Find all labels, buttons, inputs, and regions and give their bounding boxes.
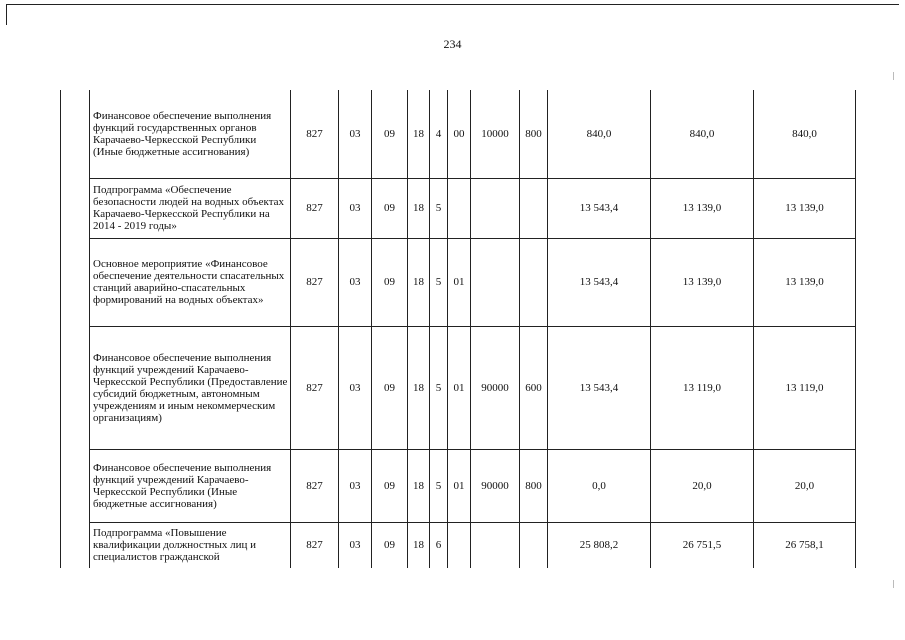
amount-year2-cell: 20,0 bbox=[651, 449, 754, 522]
direction-cell bbox=[471, 522, 520, 568]
section-cell: 03 bbox=[339, 238, 372, 326]
gov-code-cell: 827 bbox=[291, 522, 339, 568]
table-row bbox=[61, 178, 856, 238]
section-cell: 03 bbox=[339, 90, 372, 178]
table-row bbox=[61, 326, 856, 449]
direction-cell bbox=[471, 178, 520, 238]
gov-code-cell: 827 bbox=[291, 238, 339, 326]
program-cell: 18 bbox=[408, 449, 430, 522]
subsection-cell: 09 bbox=[372, 449, 408, 522]
subprogram-cell: 5 bbox=[430, 178, 448, 238]
subsection-cell: 09 bbox=[372, 522, 408, 568]
direction-cell: 90000 bbox=[471, 326, 520, 449]
section-cell: 03 bbox=[339, 522, 372, 568]
table-row bbox=[61, 449, 856, 522]
amount-year3-cell: 26 758,1 bbox=[754, 522, 856, 568]
section-cell: 03 bbox=[339, 178, 372, 238]
program-cell: 18 bbox=[408, 90, 430, 178]
gov-code-cell: 827 bbox=[291, 90, 339, 178]
event-cell: 01 bbox=[448, 326, 471, 449]
amount-year3-cell: 13 119,0 bbox=[754, 326, 856, 449]
item-name-cell: Финансовое обеспечение выполнения функций учреждений Карачаево-Черкесской Республики (Иные бюджетные ассигнования) bbox=[90, 449, 291, 522]
budget-table-body bbox=[61, 90, 856, 568]
item-name-cell: Финансовое обеспечение выполнения функций учреждений Карачаево-Черкесской Республики (Предоставление субсидий бюджетным, автономным учреждениям и иным некоммерческим организациям) bbox=[90, 326, 291, 449]
scan-mark bbox=[893, 72, 894, 80]
amount-year1-cell: 13 543,4 bbox=[548, 326, 651, 449]
expense-type-cell bbox=[520, 178, 548, 238]
amount-year3-cell: 13 139,0 bbox=[754, 178, 856, 238]
expense-type-cell: 800 bbox=[520, 449, 548, 522]
amount-year1-cell: 0,0 bbox=[548, 449, 651, 522]
program-cell: 18 bbox=[408, 178, 430, 238]
page-border-top bbox=[6, 4, 899, 5]
program-cell: 18 bbox=[408, 522, 430, 568]
subprogram-cell: 5 bbox=[430, 449, 448, 522]
page-border-left bbox=[6, 4, 7, 25]
program-cell: 18 bbox=[408, 326, 430, 449]
amount-year2-cell: 840,0 bbox=[651, 90, 754, 178]
expense-type-cell: 800 bbox=[520, 90, 548, 178]
blank-cell bbox=[61, 522, 90, 568]
event-cell: 01 bbox=[448, 449, 471, 522]
direction-cell: 10000 bbox=[471, 90, 520, 178]
section-cell: 03 bbox=[339, 449, 372, 522]
blank-cell bbox=[61, 178, 90, 238]
direction-cell: 90000 bbox=[471, 449, 520, 522]
gov-code-cell: 827 bbox=[291, 449, 339, 522]
item-name-cell: Подпрограмма «Обеспечение безопасности людей на водных объектах Карачаево-Черкесской Республики на 2014 - 2019 годы» bbox=[90, 178, 291, 238]
subsection-cell: 09 bbox=[372, 90, 408, 178]
subsection-cell: 09 bbox=[372, 178, 408, 238]
amount-year1-cell: 25 808,2 bbox=[548, 522, 651, 568]
table-row bbox=[61, 238, 856, 326]
expense-type-cell: 600 bbox=[520, 326, 548, 449]
section-cell: 03 bbox=[339, 326, 372, 449]
event-cell bbox=[448, 178, 471, 238]
scan-mark bbox=[893, 580, 894, 588]
amount-year1-cell: 13 543,4 bbox=[548, 238, 651, 326]
table-row bbox=[61, 90, 856, 178]
blank-cell bbox=[61, 326, 90, 449]
gov-code-cell: 827 bbox=[291, 326, 339, 449]
amount-year2-cell: 13 139,0 bbox=[651, 238, 754, 326]
table-row bbox=[61, 522, 856, 568]
event-cell: 01 bbox=[448, 238, 471, 326]
amount-year3-cell: 13 139,0 bbox=[754, 238, 856, 326]
amount-year1-cell: 13 543,4 bbox=[548, 178, 651, 238]
budget-table bbox=[60, 90, 856, 568]
subsection-cell: 09 bbox=[372, 238, 408, 326]
event-cell: 00 bbox=[448, 90, 471, 178]
subprogram-cell: 6 bbox=[430, 522, 448, 568]
direction-cell bbox=[471, 238, 520, 326]
subsection-cell: 09 bbox=[372, 326, 408, 449]
gov-code-cell: 827 bbox=[291, 178, 339, 238]
item-name-cell: Финансовое обеспечение выполнения функций государственных органов Карачаево-Черкесской Республики (Иные бюджетные ассигнования) bbox=[90, 90, 291, 178]
expense-type-cell bbox=[520, 522, 548, 568]
blank-cell bbox=[61, 90, 90, 178]
amount-year2-cell: 26 751,5 bbox=[651, 522, 754, 568]
program-cell: 18 bbox=[408, 238, 430, 326]
amount-year3-cell: 840,0 bbox=[754, 90, 856, 178]
item-name-cell: Подпрограмма «Повышение квалификации должностных лиц и специалистов гражданской bbox=[90, 522, 291, 568]
subprogram-cell: 5 bbox=[430, 326, 448, 449]
amount-year3-cell: 20,0 bbox=[754, 449, 856, 522]
subprogram-cell: 4 bbox=[430, 90, 448, 178]
amount-year2-cell: 13 139,0 bbox=[651, 178, 754, 238]
amount-year2-cell: 13 119,0 bbox=[651, 326, 754, 449]
expense-type-cell bbox=[520, 238, 548, 326]
event-cell bbox=[448, 522, 471, 568]
page-number: 234 bbox=[443, 37, 462, 51]
blank-cell bbox=[61, 238, 90, 326]
item-name-cell: Основное мероприятие «Финансовое обеспечение деятельности спасательных станций аварийно-спасательных формирований на водных объектах» bbox=[90, 238, 291, 326]
subprogram-cell: 5 bbox=[430, 238, 448, 326]
amount-year1-cell: 840,0 bbox=[548, 90, 651, 178]
blank-cell bbox=[61, 449, 90, 522]
